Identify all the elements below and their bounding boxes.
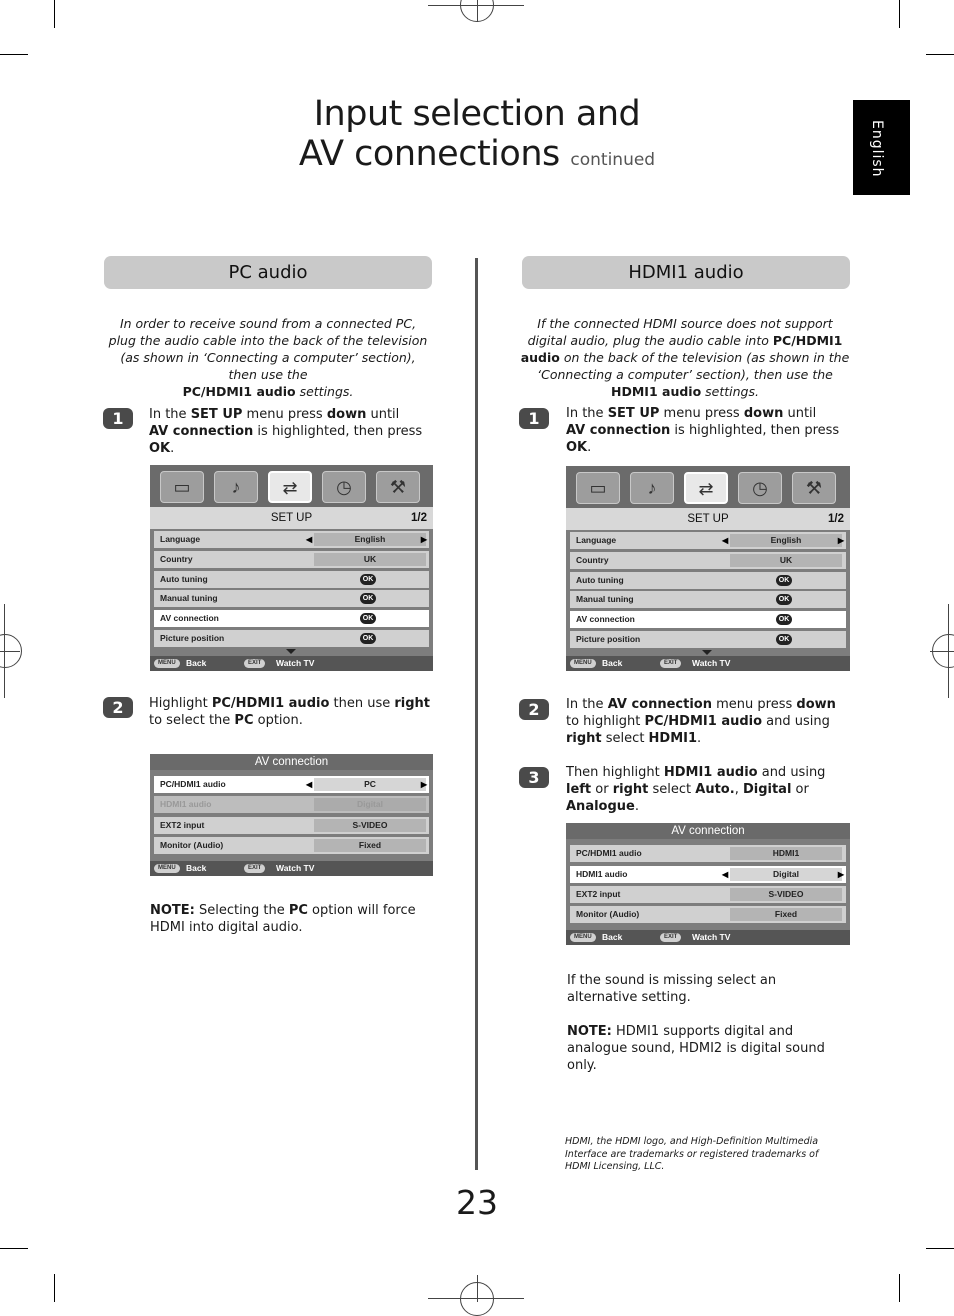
clock-icon: ◷ (738, 472, 782, 504)
registration-mark (477, 1275, 478, 1302)
crop-mark (0, 1248, 28, 1249)
menu-header: SET UP 1/2 (566, 508, 850, 530)
crop-mark (899, 1274, 900, 1302)
registration-mark (477, 0, 478, 22)
missing-sound-text: If the sound is missing select an alternative setting. (567, 973, 777, 1005)
registration-mark (428, 1298, 524, 1299)
menu-row-manual-tuning: Manual tuning OK (154, 590, 429, 607)
tv-icon: ▭ (576, 472, 620, 504)
step-number-badge: 2 (103, 697, 133, 718)
menu-header: SET UP 1/2 (150, 507, 433, 529)
menu-row-manual-tuning: Manual tuning OK (570, 591, 846, 608)
section-heading-pc-audio: PC audio (104, 256, 432, 289)
menu-footer: MENU Back EXIT Watch TV (566, 930, 850, 945)
clock-icon: ◷ (322, 471, 366, 503)
menu-row-auto-tuning: Auto tuning OK (570, 572, 846, 589)
intro-pc-audio: In order to receive sound from a connected PC, plug the audio cable into the back of the television (as shown in ‘Connecting a computer’ section), then use the PC/HDMI1 audio settings. (108, 316, 428, 399)
crop-mark (0, 54, 28, 55)
crop-mark (926, 54, 954, 55)
menu-row-av-connection: AV connection OK (570, 611, 846, 628)
setup-menu-screen (150, 465, 433, 671)
crop-mark (54, 0, 55, 28)
registration-mark (930, 651, 954, 652)
step-number-badge: 3 (519, 767, 549, 788)
menu-icon-bar (566, 466, 850, 508)
menu-row-auto-tuning: Auto tuning OK (154, 571, 429, 588)
wrench-icon: ⚒ (376, 471, 420, 503)
step-text: Then highlight HDMI1 audio and using left or right select Auto., Digital or Analogue. (566, 765, 826, 814)
note-hdmi1-audio: NOTE: HDMI1 supports digital and analogue sound, HDMI2 is digital sound only. (567, 1024, 825, 1073)
music-note-icon: ♪ (214, 471, 258, 503)
menu-row-country: Country UK (570, 552, 846, 569)
menu-row-hdmi1-audio: HDMI1 audio ◀ Digital ▶ (570, 866, 846, 883)
scroll-down-icon (286, 649, 296, 654)
crop-mark (54, 1274, 55, 1302)
page-number: 23 (456, 1183, 498, 1222)
av-connection-menu-screen (150, 754, 433, 876)
menu-header: AV connection (150, 754, 433, 770)
intro-hdmi1-audio: If the connected HDMI source does not support digital audio, plug the audio cable into PC/HDMI1 audio on the back of the television (as shown in the ‘Connecting a computer’ section), then use the HDMI1 audio settings. (520, 316, 850, 399)
menu-header: AV connection (566, 823, 850, 839)
menu-row-language: Language ◀ English ▶ (570, 532, 846, 549)
column-divider (475, 258, 478, 1170)
page-title (0, 94, 954, 180)
section-heading-hdmi1-audio: HDMI1 audio (522, 256, 850, 289)
menu-row-monitor-audio: Monitor (Audio) Fixed (154, 837, 429, 854)
title-line1: Input selection and (313, 94, 641, 134)
step-number-badge: 1 (519, 408, 549, 429)
menu-footer: MENU Back EXIT Watch TV (566, 656, 850, 671)
menu-row-language: Language ◀ English ▶ (154, 531, 429, 548)
menu-row-picture-position: Picture position OK (570, 631, 846, 648)
av-connection-menu-screen (566, 823, 850, 945)
title-continued: continued (570, 150, 656, 170)
registration-mark (428, 5, 524, 6)
step-text: In the SET UP menu press down until AV connection is highlighted, then press OK. (566, 406, 840, 455)
language-tab: English (853, 100, 910, 195)
registration-mark (0, 651, 20, 652)
crop-mark (926, 1248, 954, 1249)
menu-icon-bar (150, 465, 433, 507)
menu-row-country: Country UK (154, 551, 429, 568)
menu-row-hdmi1-audio: HDMI1 audio Digital (154, 796, 429, 813)
crop-mark (899, 0, 900, 28)
menu-row-pc-hdmi1-audio: PC/HDMI1 audio ◀ PC ▶ (154, 776, 429, 793)
menu-row-ext2-input: EXT2 input S-VIDEO (570, 886, 846, 903)
settings-sliders-icon: ⇄ (268, 471, 312, 503)
setup-menu-screen (566, 466, 850, 671)
step-text: Highlight PC/HDMI1 audio then use right to select the PC option. (149, 696, 431, 728)
tv-icon: ▭ (160, 471, 204, 503)
menu-row-ext2-input: EXT2 input S-VIDEO (154, 817, 429, 834)
menu-row-av-connection: AV connection OK (154, 610, 429, 627)
step-text: In the AV connection menu press down to highlight PC/HDMI1 audio and using right select HDMI1. (566, 697, 836, 746)
note-pc-audio: NOTE: Selecting the PC option will force HDMI into digital audio. (150, 903, 416, 935)
music-note-icon: ♪ (630, 472, 674, 504)
scroll-down-icon (702, 650, 712, 655)
title-line2: AV connections (298, 134, 560, 174)
hdmi-trademark-notice: HDMI, the HDMI logo, and High-Definition Multimedia Interface are trademarks or registered trademarks of HDMI Licensing, LLC. (565, 1136, 819, 1172)
menu-footer: MENU Back EXIT Watch TV (150, 861, 433, 876)
step-text: In the SET UP menu press down until AV connection is highlighted, then press OK. (149, 407, 423, 456)
step-number-badge: 1 (103, 408, 133, 429)
menu-footer: MENU Back EXIT Watch TV (150, 656, 433, 671)
menu-row-picture-position: Picture position OK (154, 630, 429, 647)
menu-row-pc-hdmi1-audio: PC/HDMI1 audio HDMI1 (570, 845, 846, 862)
settings-sliders-icon: ⇄ (684, 472, 728, 504)
step-number-badge: 2 (519, 699, 549, 720)
menu-row-monitor-audio: Monitor (Audio) Fixed (570, 906, 846, 923)
wrench-icon: ⚒ (792, 472, 836, 504)
